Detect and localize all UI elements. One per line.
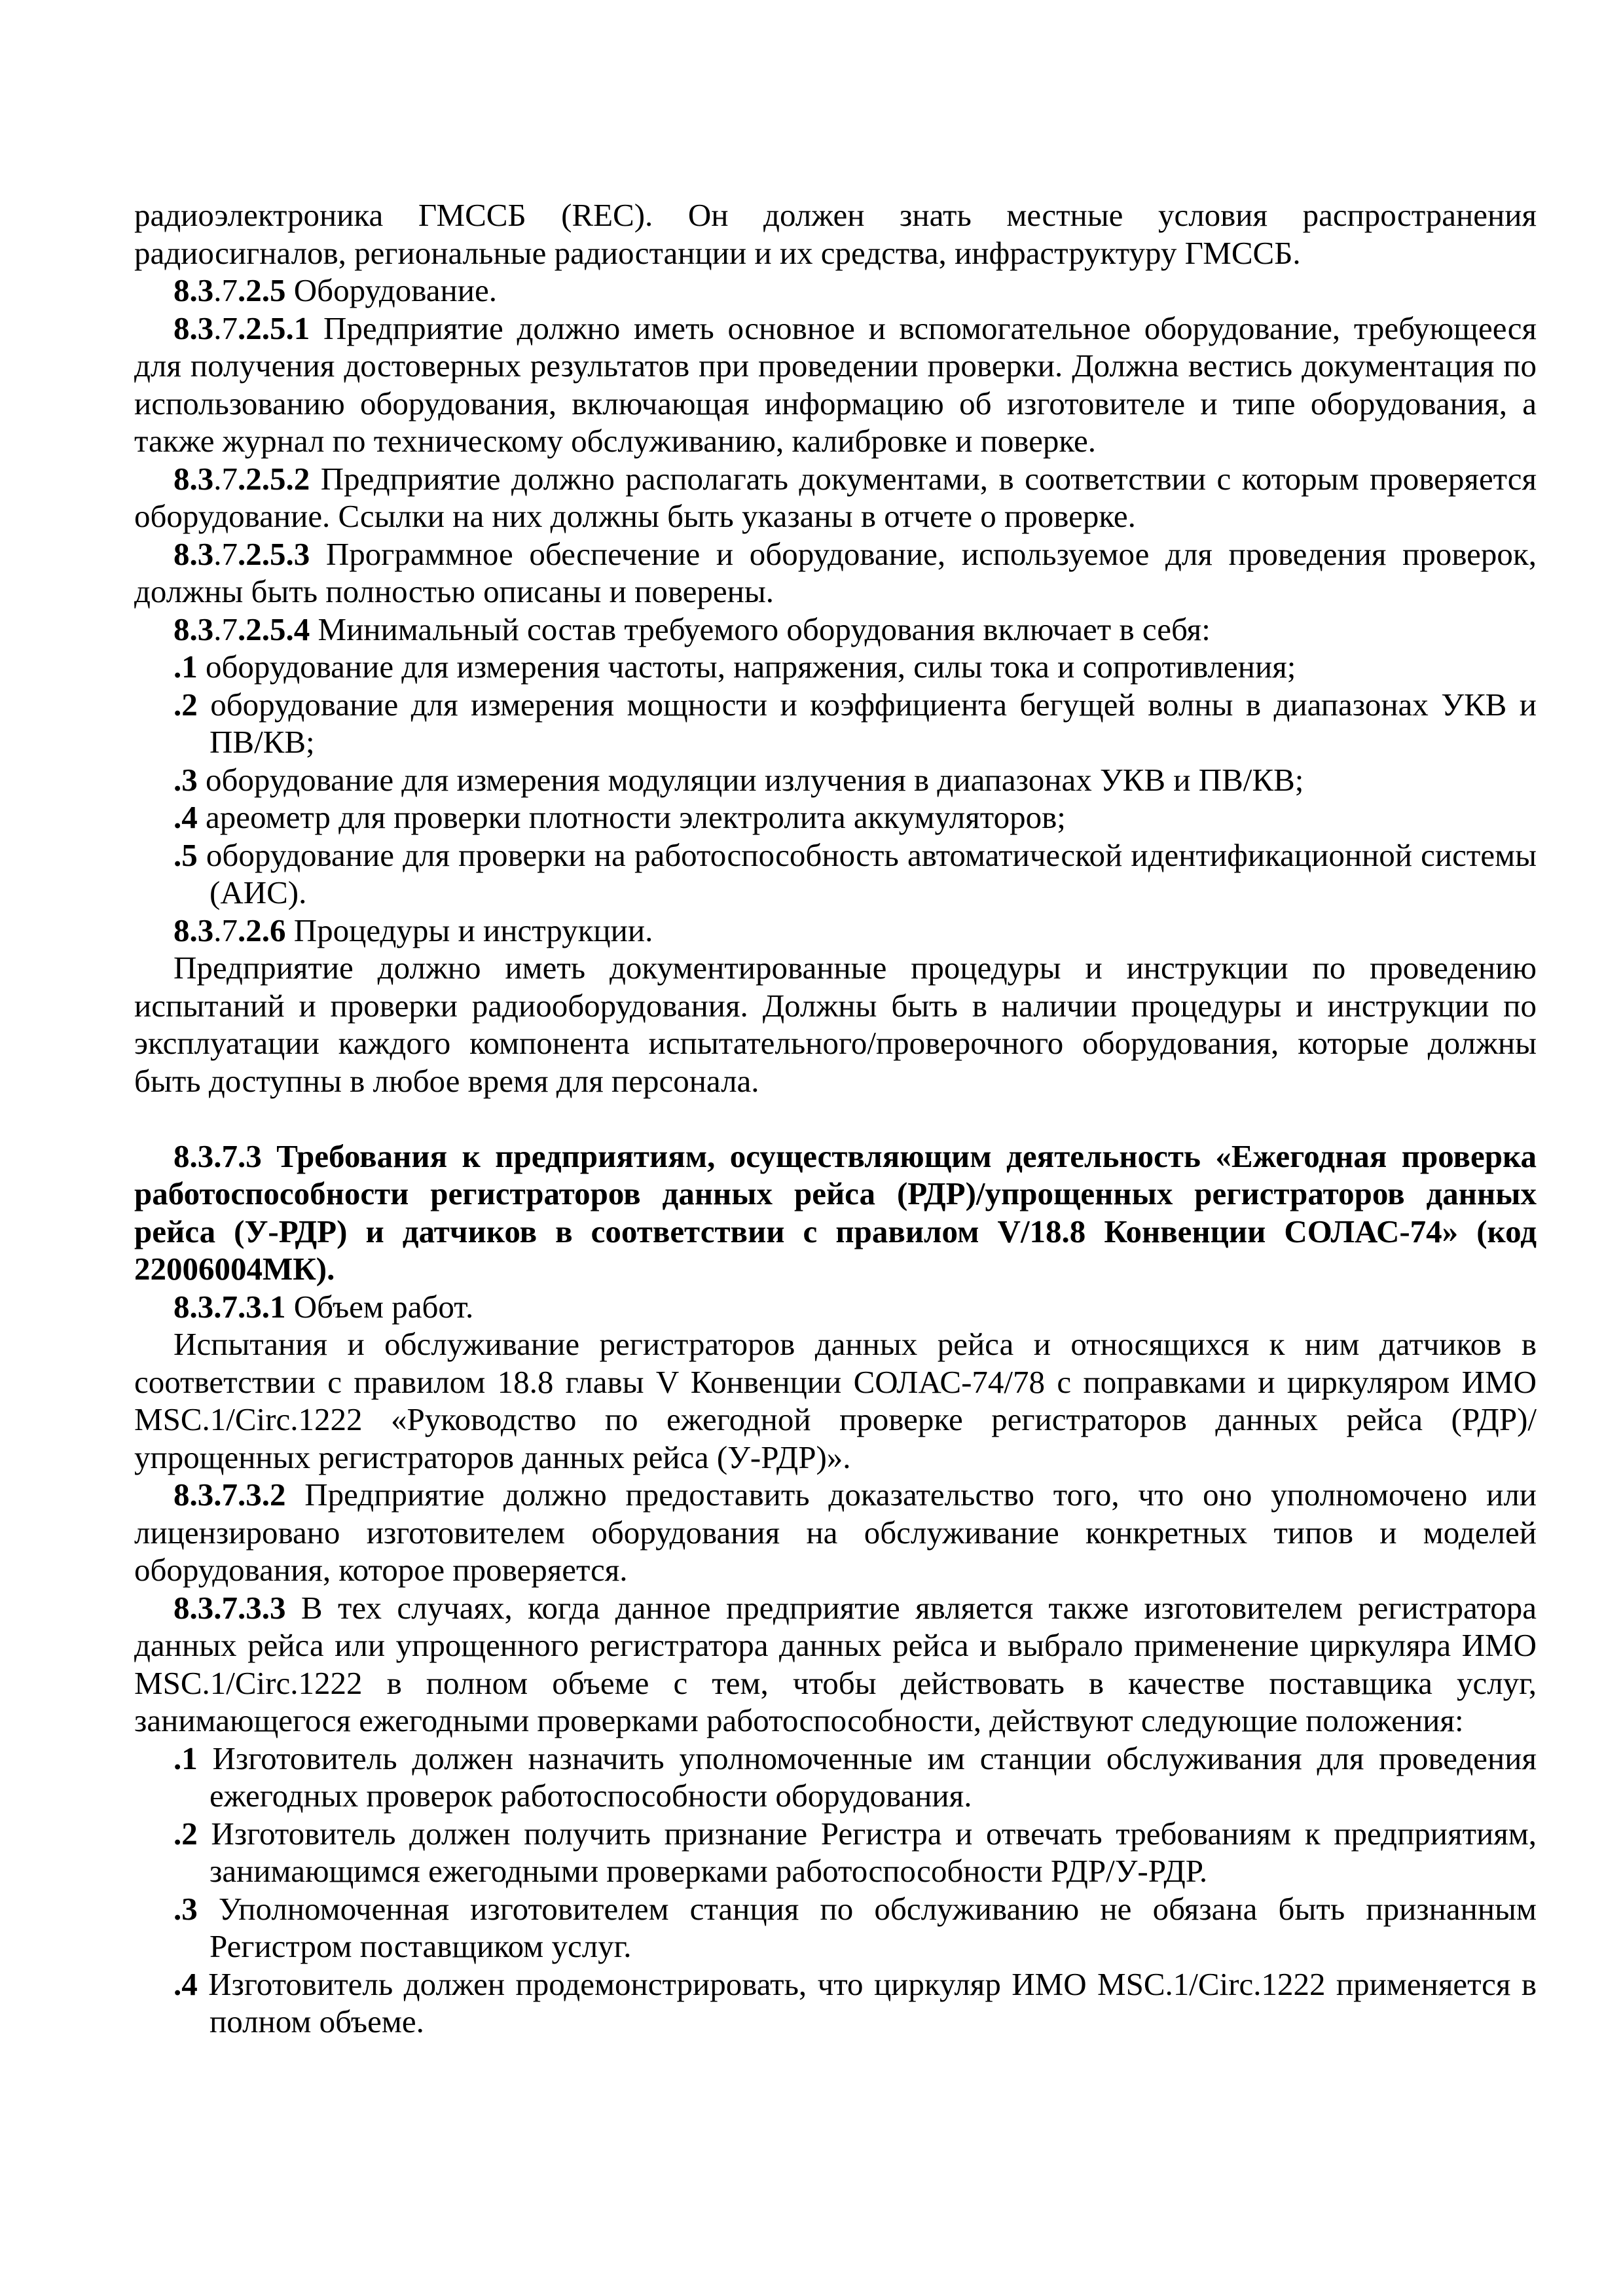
list-item [134, 686, 1537, 761]
section-8-3-7-2-5 [134, 272, 1537, 310]
section-text: Предприятие должно иметь основное и вспомогательное оборудование, требующееся для получения достоверных результатов при проведении проверки. Должна вестись документация по использованию оборудования, включающая информацию об изготовителе и типе оборудования, а также журнал по техническому обслуживанию, калибровке и поверке. [134, 310, 1537, 459]
section-body: Предприятие должно иметь документированные процедуры и инструкции по проведению испытаний и проверки радиооборудования. Должны быть в наличии процедуры и инструкции по эксплуатации каждого компонента испытательного/проверочного оборудования, которые должны быть доступны в любое время для персонала. [134, 950, 1537, 1099]
list-item-text: оборудование для измерения частоты, напряжения, силы тока и сопротивления; [197, 649, 1296, 685]
section-8-3-7-3-heading [134, 1138, 1537, 1288]
list-item-number: .2 [173, 1815, 198, 1852]
list-item-text: оборудование для проверки на работоспособность автоматической идентификационной системы (АИС). [197, 836, 1537, 910]
section-number-part: .2.5.3 [238, 535, 310, 572]
list-item-text: оборудование для измерения мощности и коэффициента бегущей волны в диапазонах УКВ и ПВ/КВ; [197, 686, 1537, 760]
list-item-number: .3 [173, 761, 198, 798]
list-item-number: .1 [173, 649, 198, 685]
section-title: Объем работ. [285, 1288, 474, 1325]
section-text: Предприятие должно располагать документами, в соответствии с которым проверяется оборудование. Ссылки на них должны быть указаны в отчете о проверке. [134, 460, 1537, 534]
list-item-text: Изготовитель должен назначить уполномоченные им станции обслуживания для проведения ежегодных проверок работоспособности оборудования. [197, 1740, 1537, 1814]
list-item-number: .5 [173, 836, 198, 873]
document-page [134, 196, 1537, 2041]
section-number: 8.3.7.3.3 [173, 1589, 286, 1626]
list-item-number: .4 [173, 1965, 198, 2002]
section-heading: 8.3.7.3 Требования к предприятиям, осуществляющим деятельность «Ежегодная проверка работоспособности регистраторов данных рейса (РДР)/упрощенных регистраторов данных рейса (У-РДР) и датчиков в соответствии с правилом V/18.8 Конвенции СОЛАС-74» (код 22006004МК). [134, 1138, 1537, 1287]
section-number-part: 8.3 [173, 310, 214, 346]
section-8-3-7-3-3 [134, 1589, 1537, 1740]
section-8-3-7-3-2 [134, 1476, 1537, 1589]
list-item-number: .3 [173, 1890, 198, 1927]
section-number-part: 8.3 [173, 535, 214, 572]
section-8-3-7-2-5-2 [134, 460, 1537, 535]
section-text: В тех случаях, когда данное предприятие является также изготовителем регистратора данных рейса или упрощенного регистратора данных рейса и выбрало применение циркуляра ИМО MSC.1/Circ.1222 в полном объеме с тем, чтобы действовать в качестве поставщика услуг, занимающегося ежегодными проверками работоспособности, действуют следующие положения: [134, 1589, 1537, 1738]
list-item [134, 1965, 1537, 2041]
list-item-text: Уполномоченная изготовителем станция по обслуживанию не обязана быть признанным Регистром поставщиком услуг. [197, 1890, 1537, 1964]
section-body: Испытания и обслуживание регистраторов данных рейса и относящихся к ним датчиков в соответствии с правилом 18.8 главы V Конвенции СОЛАС-74/78 с поправками и циркуляром ИМО MSC.1/Circ.1222 «Руководство по ежегодной проверке регистраторов данных рейса (РДР)/ упрощенных регистраторов данных рейса (У-РДР)». [134, 1326, 1537, 1475]
list-item [134, 1815, 1537, 1890]
section-8-3-7-2-5-3 [134, 535, 1537, 611]
section-text: Предприятие должно предоставить доказательство того, что оно уполномочено или лицензировано изготовителем оборудования на обслуживание конкретных типов и моделей оборудования, которое проверяется. [134, 1477, 1537, 1588]
list-item [134, 1740, 1537, 1815]
list-item [134, 798, 1537, 836]
section-8-3-7-2-6 [134, 912, 1537, 950]
list-item-number: .4 [173, 799, 198, 835]
list-item-text: оборудование для измерения модуляции излучения в диапазонах УКВ и ПВ/КВ; [197, 761, 1304, 798]
intro-paragraph [134, 196, 1537, 272]
section-text: Минимальный состав требуемого оборудования включает в себя: [310, 611, 1211, 647]
section-number-part: .2.5.2 [238, 460, 310, 497]
section-number-part: 8.3 [173, 272, 214, 308]
list-item [134, 1890, 1537, 1965]
section-number-part: .7 [213, 912, 238, 948]
section-8-3-7-2-6-body [134, 949, 1537, 1100]
section-title: Процедуры и инструкции. [285, 912, 653, 948]
section-number-part: .7 [213, 310, 238, 346]
section-text: Программное обеспечение и оборудование, используемое для проведения проверок, должны быть полностью описаны и поверены. [134, 535, 1537, 609]
section-8-3-7-2-5-1 [134, 310, 1537, 460]
list-item-number: .2 [173, 686, 198, 723]
list-item-text: ареометр для проверки плотности электролита аккумуляторов; [197, 799, 1066, 835]
intro-text: радиоэлектроника ГМССБ (REC). Он должен знать местные условия распространения радиосигналов, региональные радиостанции и их средства, инфраструктуру ГМССБ. [134, 197, 1537, 271]
section-8-3-7-2-5-4 [134, 611, 1537, 649]
section-number-part: .7 [213, 272, 238, 308]
list-item [134, 761, 1537, 799]
section-number-part: 8.3 [173, 460, 214, 497]
section-number-part: 8.3 [173, 611, 214, 647]
list-item [134, 648, 1537, 686]
section-number-part: .7 [213, 535, 238, 572]
section-number: 8.3.7.3.1 [173, 1288, 286, 1325]
list-item [134, 836, 1537, 912]
section-number-part: .2.5 [238, 272, 286, 308]
section-number-part: .2.5.1 [238, 310, 310, 346]
list-item-text: Изготовитель должен получить признание Регистра и отвечать требованиям к предприятиям, занимающимся ежегодными проверками работоспособности РДР/У-РДР. [197, 1815, 1537, 1889]
section-number-part: .2.6 [238, 912, 286, 948]
section-number-part: .2.5.4 [238, 611, 310, 647]
section-8-3-7-3-1-body [134, 1325, 1537, 1476]
list-item-number: .1 [173, 1740, 198, 1776]
section-number-part: .7 [213, 460, 238, 497]
section-title: Оборудование. [285, 272, 497, 308]
section-number-part: .7 [213, 611, 238, 647]
section-number-part: 8.3 [173, 912, 214, 948]
list-item-text: Изготовитель должен продемонстрировать, что циркуляр ИМО MSC.1/Circ.1222 применяется в полном объеме. [197, 1965, 1537, 2039]
spacer [134, 1100, 1537, 1138]
section-number: 8.3.7.3.2 [173, 1477, 286, 1513]
section-8-3-7-3-1 [134, 1288, 1537, 1326]
